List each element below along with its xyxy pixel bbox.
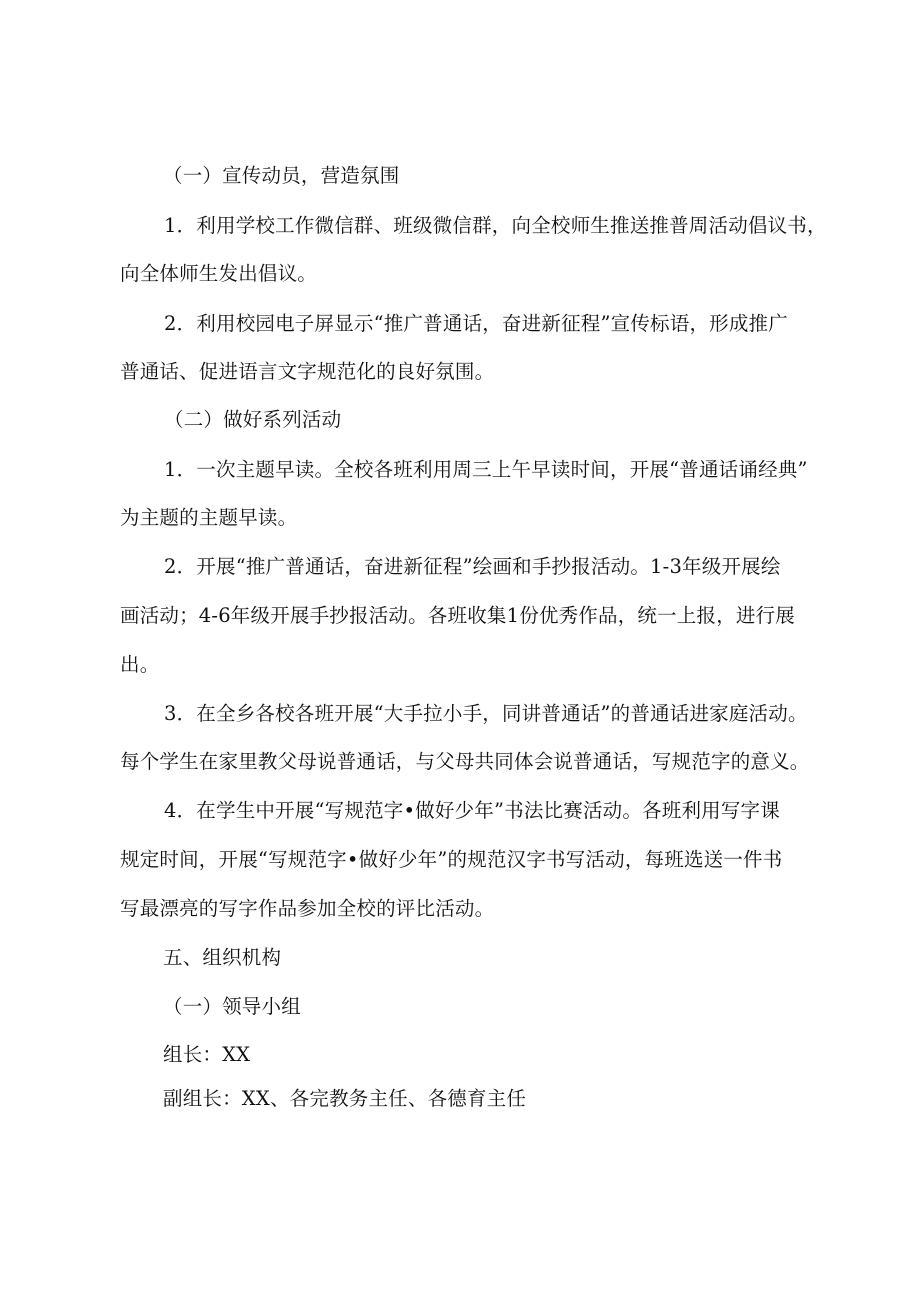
deputy-team-leader: 副组长：XX、各完教务主任、各德育主任 <box>163 1087 527 1110</box>
team-leader: 组长：XX <box>163 1043 251 1066</box>
activity-2-line-3: 出。 <box>120 653 160 676</box>
activity-4-line-3: 写最漂亮的写字作品参加全校的评比活动。 <box>120 897 495 920</box>
activity-3-line-2: 每个学生在家里教父母说普通话，与父母共同体会说普通话，写规范字的意义。 <box>120 750 810 773</box>
activity-2-line-1: 2．开展“推广普通话，奋进新征程”绘画和手抄报活动。1-3年级开展绘 <box>164 555 781 578</box>
activity-2-line-2: 画活动；4-6年级开展手抄报活动。各班收集1份优秀作品，统一上报，进行展 <box>120 604 796 627</box>
section-activities-heading: （二）做好系列活动 <box>164 408 342 431</box>
activity-1-line-2: 为主题的主题早读。 <box>120 506 298 529</box>
item-1-line-2: 向全体师生发出倡议。 <box>120 262 318 285</box>
section-organization-heading: 五、组织机构 <box>163 946 282 969</box>
activity-4-line-2: 规定时间，开展“写规范字•做好少年”的规范汉字书写活动，每班选送一件书 <box>120 848 783 871</box>
item-2-line-2: 普通话、促进语言文字规范化的良好氛围。 <box>120 360 495 383</box>
item-2-line-1: 2．利用校园电子屏显示“推广普通话，奋进新征程”宣传标语，形成推广 <box>164 312 788 335</box>
subsection-leadership-heading: （一）领导小组 <box>163 995 301 1018</box>
item-1-line-1: 1．利用学校工作微信群、班级微信群，向全校师生推送推普周活动倡议书， <box>164 214 827 237</box>
section-promotion-heading: （一）宣传动员，营造氛围 <box>163 164 400 187</box>
activity-1-line-1: 1．一次主题早读。全校各班利用周三上午早读时间，开展“普通话诵经典” <box>164 458 808 481</box>
activity-4-line-1: 4．在学生中开展“写规范字•做好少年”书法比赛活动。各班利用写字课 <box>164 799 780 822</box>
activity-3-line-1: 3．在全乡各校各班开展“大手拉小手，同讲普通话”的普通话进家庭活动。 <box>164 702 808 725</box>
